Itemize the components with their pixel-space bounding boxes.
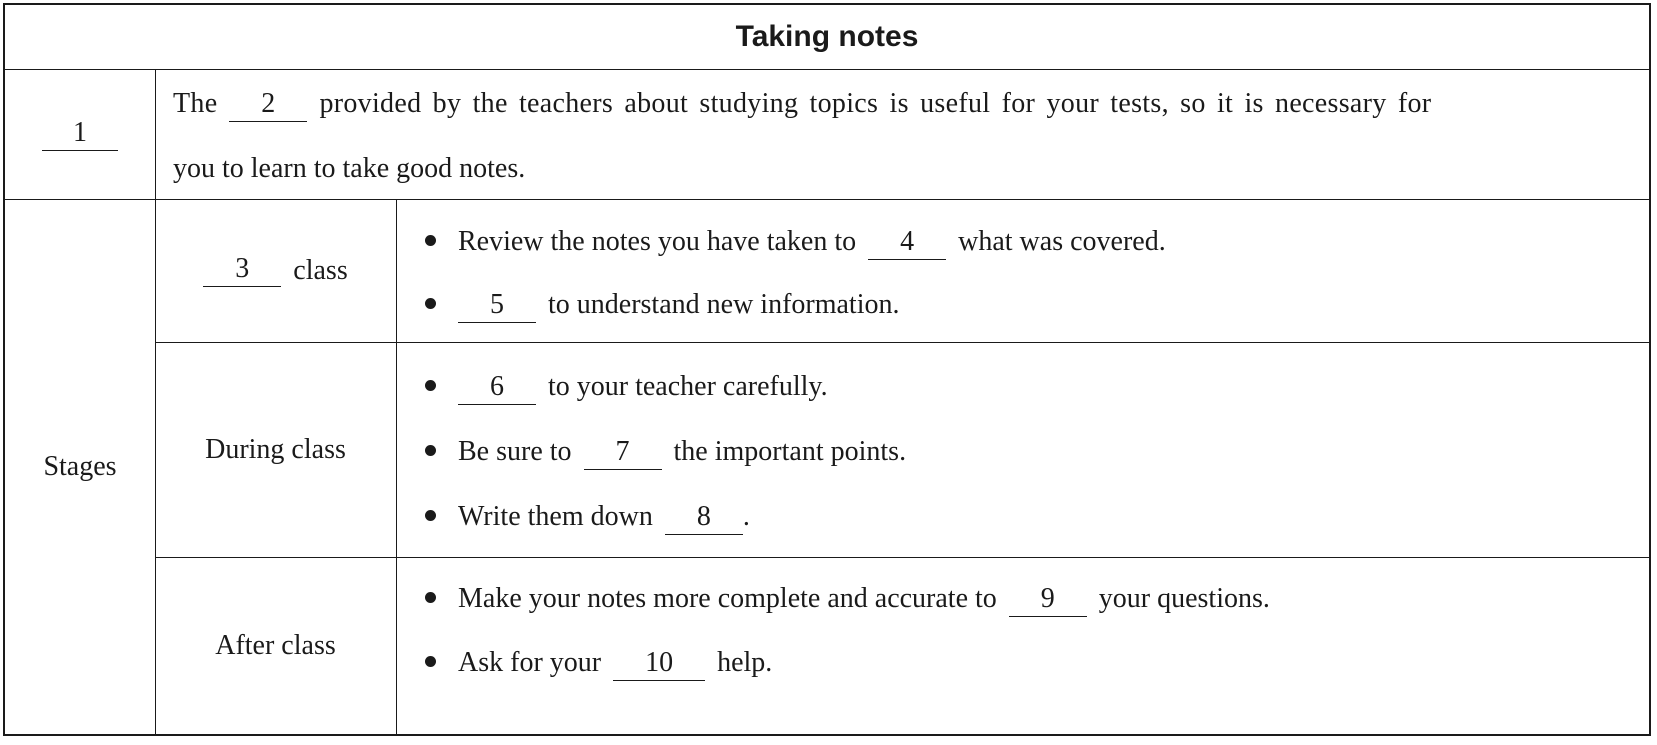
intro-text: The: [173, 88, 218, 119]
list-item: Make your notes more complete and accurate to 9 your questions.: [425, 583, 1270, 617]
stage-name-before-class: [155, 199, 396, 342]
intro-blank-cell: [5, 69, 155, 199]
list-item: Review the notes you have taken to 4 what was covered.: [425, 226, 1166, 260]
row-divider: [5, 69, 1649, 70]
list-item: Be sure to 7 the important points.: [425, 436, 906, 470]
bullet-icon: [425, 510, 436, 521]
blank-1: 1: [42, 118, 118, 151]
stage-name-during-class: During class: [205, 433, 346, 465]
intro-line-1: [173, 88, 1431, 122]
blank-10: 10: [613, 648, 705, 681]
blank-7: 7: [584, 437, 662, 470]
bullet-icon: [425, 592, 436, 603]
blank-8: 8: [665, 502, 743, 535]
intro-line-2: you to learn to take good notes.: [173, 153, 526, 184]
list-item: 6 to your teacher carefully.: [425, 371, 828, 405]
bullet-icon: [425, 298, 436, 309]
column-divider: [396, 199, 397, 734]
bullet-icon: [425, 380, 436, 391]
blank-2: 2: [229, 89, 307, 122]
intro-text: provided by the teachers about studying topics is useful for your tests, so it is necessary for: [319, 88, 1432, 119]
bullet-icon: [425, 235, 436, 246]
list-item: 5 to understand new information.: [425, 289, 899, 323]
blank-4: 4: [868, 227, 946, 260]
blank-9: 9: [1009, 584, 1087, 617]
bullet-icon: [425, 656, 436, 667]
blank-6: 6: [458, 372, 536, 405]
stage-name-text: class: [293, 254, 348, 286]
bullet-icon: [425, 445, 436, 456]
blank-5: 5: [458, 290, 536, 323]
table-title: Taking notes: [735, 20, 919, 53]
notes-table: [3, 3, 1651, 736]
stages-label: Stages: [43, 450, 117, 482]
stage-name-after-class: After class: [215, 629, 336, 661]
list-item: Ask for your 10 help.: [425, 647, 772, 681]
list-item: Write them down 8 .: [425, 501, 750, 535]
blank-3: 3: [203, 254, 281, 287]
